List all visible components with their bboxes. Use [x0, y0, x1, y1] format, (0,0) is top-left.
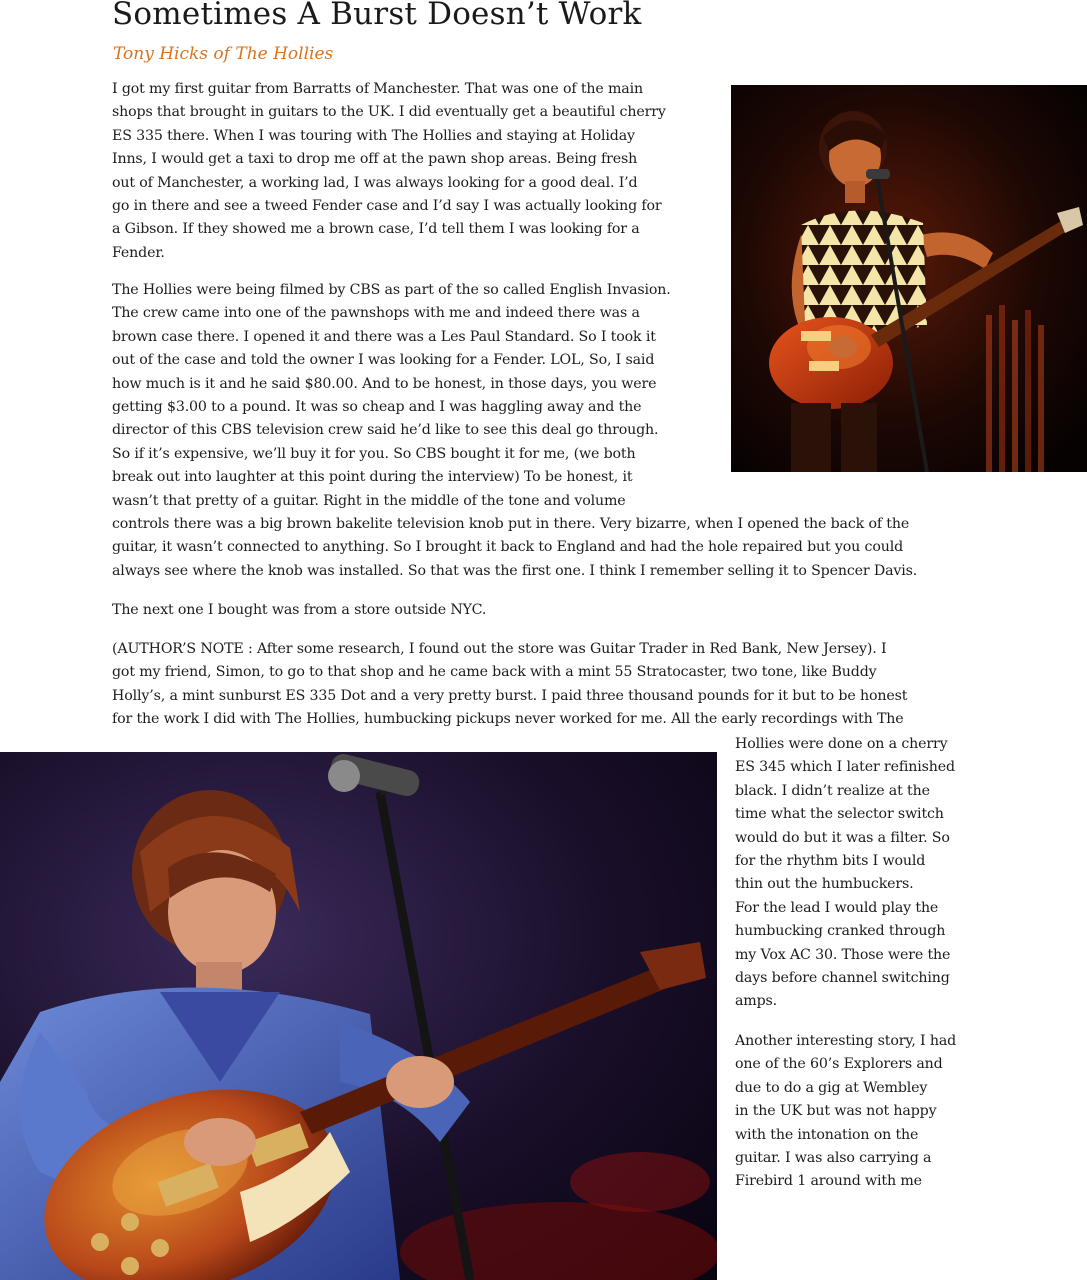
text-line: Inns, I would get a taxi to drop me off at the pawn shop areas. Being fresh — [112, 151, 638, 168]
paragraph-1 — [112, 78, 666, 265]
article-title: Sometimes A Burst Doesn’t Work — [112, 0, 642, 32]
text-line: brown case there. I opened it and there was a Les Paul Standard. So I took it — [112, 328, 656, 345]
text-line: due to do a gig at Wembley — [735, 1079, 928, 1096]
text-line: for the work I did with The Hollies, humbucking pickups never worked for me. All the early recordings with The — [112, 711, 904, 728]
text-line: days before channel switching — [735, 970, 950, 987]
text-line: Another interesting story, I had — [735, 1033, 957, 1049]
text-line: out of the case and told the owner I was looking for a Fender. LOL, So, I said — [112, 352, 655, 369]
text-line: humbucking cranked through — [735, 923, 946, 940]
paragraph-5 — [735, 1030, 956, 1194]
text-line: director of this CBS television crew said he’d like to see this deal go through. — [112, 422, 659, 439]
text-line: break out into laughter at this point during the interview) To be honest, it — [112, 469, 633, 486]
photo-illustration — [731, 85, 1087, 472]
text-line: controls there was a big brown bakelite television knob put in there. Very bizarre, when I opened the back of the — [112, 516, 910, 533]
text-line: The Hollies were being filmed by CBS as part of the so called English Invasion. — [112, 282, 671, 298]
text-line: I got my first guitar from Barratts of Manchester. That was one of the main — [112, 81, 643, 97]
text-line: Holly’s, a mint sunburst ES 335 Dot and a very pretty burst. I paid three thousand pounds for it but to be honest — [112, 687, 908, 704]
photo-guitarist-triangle-shirt — [731, 85, 1087, 472]
text-line: getting $3.00 to a pound. It was so cheap and I was haggling away and the — [112, 399, 642, 416]
photo-guitarist-les-paul — [0, 752, 717, 1280]
text-line: my Vox AC 30. Those were the — [735, 946, 951, 963]
text-line: guitar. I was also carrying a — [735, 1150, 932, 1167]
text-line: how much is it and he said $80.00. And to be honest, in those days, you were — [112, 375, 657, 392]
text-line: would do but it was a filter. So — [735, 829, 950, 846]
text-line: ES 345 which I later refinished — [735, 759, 955, 776]
text-line: The next one I bought was from a store outside NYC. — [112, 602, 487, 618]
paragraph-3 — [112, 599, 486, 622]
text-line: time what the selector switch — [735, 806, 944, 823]
text-line: a Gibson. If they showed me a brown case, I’d tell them I was looking for a — [112, 221, 640, 238]
text-line: shops that brought in guitars to the UK. I did eventually get a beautiful cherry — [112, 104, 666, 121]
text-line: black. I didn’t realize at the — [735, 782, 930, 799]
text-line: The crew came into one of the pawnshops with me and indeed there was a — [112, 305, 640, 322]
text-line: ES 335 there. When I was touring with The Hollies and staying at Holiday — [112, 127, 635, 144]
text-line: (AUTHOR’S NOTE : After some research, I found out the store was Guitar Trader in Red Bank, New Jersey). I — [112, 641, 887, 657]
article-byline: Tony Hicks of The Hollies — [113, 44, 334, 64]
text-line: thin out the humbuckers. — [735, 876, 914, 893]
text-line: Firebird 1 around with me — [735, 1173, 922, 1190]
text-line: guitar, it wasn’t connected to anything. So I brought it back to England and had the hole repaired but you could — [112, 539, 904, 556]
text-line: got my friend, Simon, to go to that shop and he came back with a mint 55 Stratocaster, two tone, like Buddy — [112, 664, 877, 681]
text-line: For the lead I would play the — [735, 899, 939, 916]
paragraph-4 — [112, 638, 907, 732]
text-line: go in there and see a tweed Fender case and I’d say I was actually looking for — [112, 198, 662, 215]
text-line: So if it’s expensive, we’ll buy it for you. So CBS bought it for me, (we both — [112, 445, 636, 462]
text-line: one of the 60’s Explorers and — [735, 1056, 943, 1073]
paragraph-4-continued — [735, 733, 955, 1014]
text-line: for the rhythm bits I would — [735, 853, 926, 870]
text-line: Fender. — [112, 244, 165, 261]
text-line: always see where the knob was installed. So that was the first one. I think I remember selling it to Spencer Davis. — [112, 562, 918, 579]
text-line: out of Manchester, a working lad, I was always looking for a good deal. I’d — [112, 174, 638, 191]
text-line: Hollies were done on a cherry — [735, 736, 948, 752]
photo-illustration — [0, 752, 717, 1280]
text-line: with the intonation on the — [735, 1126, 919, 1143]
text-line: wasn’t that pretty of a guitar. Right in the middle of the tone and volume — [112, 492, 626, 509]
text-line: in the UK but was not happy — [735, 1103, 937, 1120]
text-line: amps. — [735, 993, 778, 1010]
